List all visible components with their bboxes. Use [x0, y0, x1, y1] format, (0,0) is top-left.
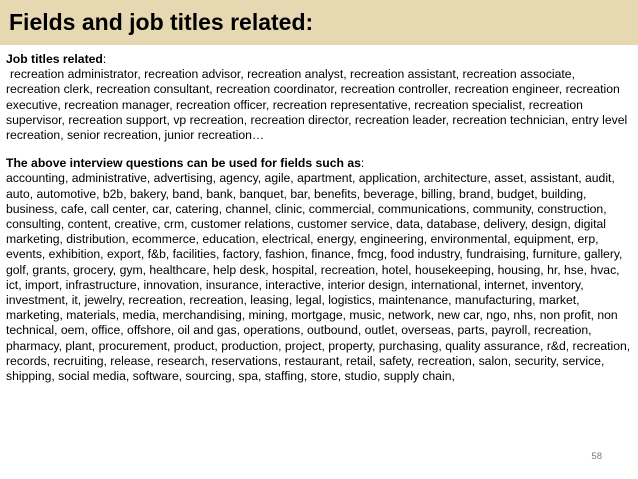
job-titles-heading-text: Job titles related [6, 52, 103, 66]
slide-content [6, 52, 632, 384]
title-bar [0, 0, 638, 45]
page-number: 58 [591, 451, 602, 462]
job-titles-heading-colon: : [102, 52, 107, 66]
fields-heading-text: The above interview questions can be used for fields such as [6, 156, 361, 171]
fields-heading [6, 156, 632, 171]
slide-title: Fields and job titles related: [9, 9, 314, 35]
fields-list: accounting, administrative, advertising, agency, agile, apartment, application, architecture, asset, assistant, audit, auto, automotive, b2b, bakery, band, bank, banquet, bar, benefits, beverage, billing, brand, budget, building, business, cafe, call center, car, catering, channel, clinic, commercial, communications, community, construction, consulting, content, creative, crm, customer relations, customer service, data, database, delivery, design, digital marketing, distribution, ecommerce, education, electrical, energy, engineering, environmental, equipment, erp, events, exhibition, export, f&b, facilities, factory, fashion, finance, fmcg, food industry, fundraising, furniture, gallery, golf, grants, grocery, gym, healthcare, help desk, hospital, recreation, hotel, housekeeping, housing, hr, hse, hvac, ict, import, infrastructure, innovation, insurance, interactive, interior design, international, internet, inventory, investment, it, jewelry, recreation, recreation, leasing, legal, logistics, maintenance, manufacturing, market, marketing, materials, media, merchandising, mining, mortgage, music, network, new car, ngo, nhs, non profit, non technical, oem, office, offshore, oil and gas, operations, outbound, outlet, overseas, parts, payroll, recreation, pharmacy, plant, procurement, product, production, project, property, purchasing, quality assurance, r&d, recreation, records, recruiting, release, research, reservations, restaurant, retail, safety, recreation, salon, security, service, shipping, social media, software, sourcing, spa, staffing, store, studio, supply chain, [6, 171, 631, 384]
job-titles-list: recreation administrator, recreation advisor, recreation analyst, recreation assistant, recreation associate, recreation clerk, recreation consultant, recreation coordinator, recreation controller, recreation engineer, recreation executive, recreation manager, recreation officer, recreation representative, recreation specialist, recreation supervisor, recreation support, vp recreation, recreation director, recreation leader, recreation technician, entry level recreation, senior recreation, junior recreation… [6, 67, 628, 143]
section-spacer [6, 143, 632, 156]
fields-heading-colon: : [360, 156, 365, 171]
job-titles-heading [6, 52, 632, 67]
